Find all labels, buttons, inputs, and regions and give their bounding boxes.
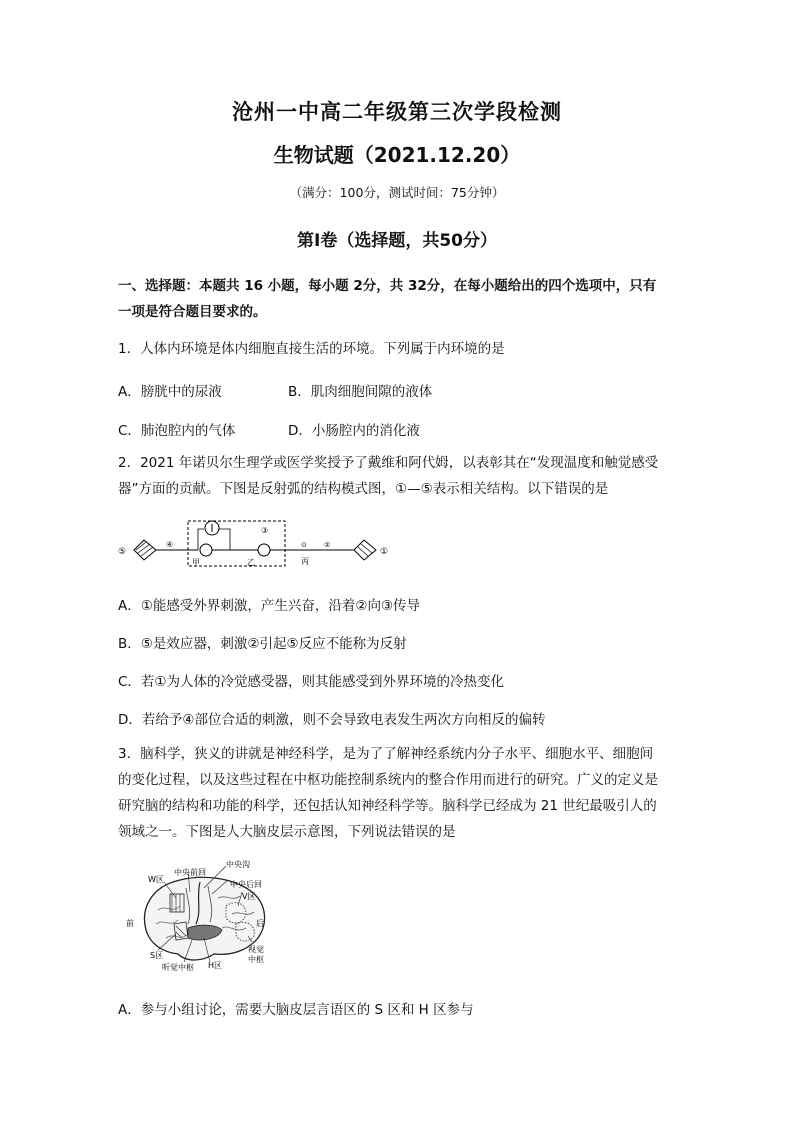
q3-stem-line3: 研究脑的结构和功能的科学，还包括认知神经科学等。脑科学已经成为 21 世纪最吸引人的 bbox=[118, 798, 657, 814]
q1-stem: 1．人体内环境是体内细胞直接生活的环境。下列属于内环境的是 bbox=[118, 341, 505, 357]
label-bing: 丙 bbox=[301, 557, 309, 566]
label-front: 前 bbox=[126, 919, 134, 928]
q3-stem-line2: 的变化过程，以及这些过程在中枢功能控制系统内的整合作用而进行的研究。广义的定义是 bbox=[118, 772, 658, 788]
q2-option-a: A．①能感受外界刺激，产生兴奋，沿着②向③传导 bbox=[118, 598, 421, 614]
label-four: ④ bbox=[166, 540, 174, 549]
q1-option-d: D．小肠腔内的消化液 bbox=[288, 423, 420, 439]
q2-option-c: C．若①为人体的冷觉感受器，则其能感受到外界环境的冷热变化 bbox=[118, 674, 505, 690]
exam-meta: （满分：100分，测试时间：75分钟） bbox=[289, 185, 505, 200]
q2-option-b: B．⑤是效应器，刺激②引起⑤反应不能称为反射 bbox=[118, 636, 407, 652]
label-five: ⑤ bbox=[118, 547, 127, 557]
neuron-body-jia bbox=[200, 544, 212, 556]
exam-title: 沧州一中高二年级第三次学段检测 bbox=[232, 100, 562, 124]
section-instruction-line2: 一项是符合题目要求的。 bbox=[118, 304, 267, 320]
label-auditory-center: 听觉中枢 bbox=[162, 963, 194, 972]
label-precentral-gyrus: 中央前回 bbox=[174, 868, 206, 877]
q1-option-b: B．肌肉细胞间隙的液体 bbox=[288, 384, 433, 400]
q1-option-c: C．肺泡腔内的气体 bbox=[118, 423, 236, 439]
part-heading: 第Ⅰ卷（选择题，共50分） bbox=[297, 231, 497, 251]
q2-stem-line2: 器”方面的贡献。下图是反射弧的结构模式图，①—⑤表示相关结构。以下错误的是 bbox=[118, 481, 609, 497]
reflex-arc-diagram bbox=[118, 514, 398, 574]
label-one: ① bbox=[380, 547, 389, 557]
label-back: 后 bbox=[256, 919, 264, 928]
q2-option-d: D．若给予④部位合适的刺激，则不会导致电表发生两次方向相反的偏转 bbox=[118, 712, 546, 728]
q2-stem-line1: 2．2021 年诺贝尔生理学或医学奖授予了戴维和阿代姆，以表彰其在“发现温度和触觉感受 bbox=[118, 455, 659, 471]
label-h-area: H区 bbox=[208, 961, 223, 970]
label-jia: 甲 bbox=[192, 558, 200, 567]
label-postcentral-gyrus: 中央后回 bbox=[230, 880, 262, 889]
brain-outline bbox=[144, 877, 264, 960]
q3-stem-line4: 领域之一。下图是人大脑皮层示意图，下列说法错误的是 bbox=[118, 824, 456, 840]
q3-stem-line1: 3．脑科学，狭义的讲就是神经科学，是为了了解神经系统内分子水平、细胞水平、细胞间 bbox=[118, 746, 654, 762]
neuron-body-yi bbox=[258, 544, 270, 556]
exam-subtitle: 生物试题（2021.12.20） bbox=[273, 143, 521, 167]
structure-one-shape bbox=[354, 540, 376, 560]
q1-option-a: A．膀胱中的尿液 bbox=[118, 384, 222, 400]
section-instruction-line1: 一、选择题：本题共 16 小题，每小题 2分，共 32分，在每小题给出的四个选项中，只有 bbox=[118, 278, 657, 294]
label-yi: 乙 bbox=[247, 558, 255, 567]
central-region-box bbox=[188, 521, 285, 566]
label-w-area: W区 bbox=[148, 875, 164, 884]
label-visual-center-2: 中枢 bbox=[248, 955, 264, 964]
q3-option-a: A．参与小组讨论，需要大脑皮层言语区的 S 区和 H 区参与 bbox=[118, 1002, 474, 1018]
label-three: ③ bbox=[261, 526, 269, 535]
label-two: ② bbox=[324, 541, 331, 549]
cerebral-cortex-diagram bbox=[122, 858, 282, 976]
label-one-mark: ⊙ bbox=[301, 541, 307, 549]
label-central-sulcus: 中央沟 bbox=[226, 860, 250, 869]
label-v-area: V区 bbox=[242, 892, 256, 901]
label-s-area: S区 bbox=[150, 951, 164, 960]
label-visual-center-1: 视觉 bbox=[248, 945, 264, 954]
